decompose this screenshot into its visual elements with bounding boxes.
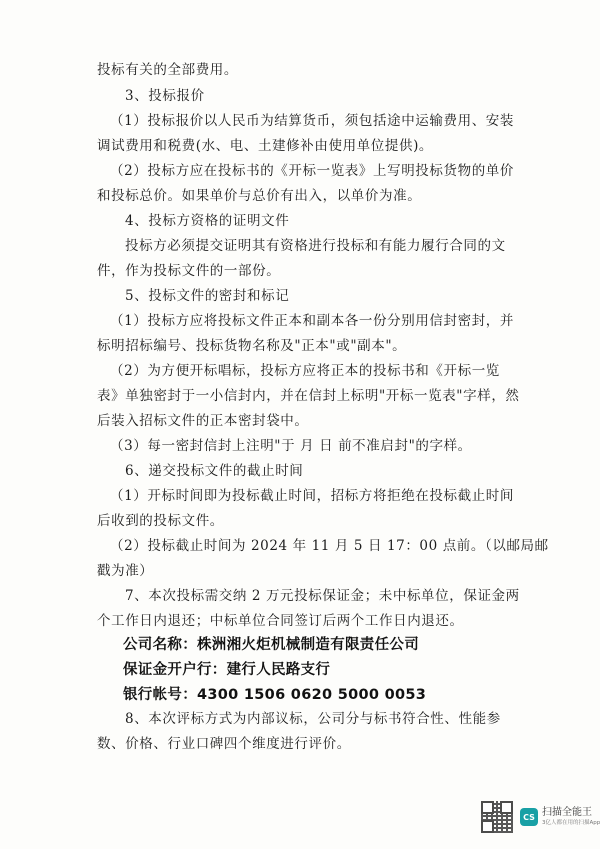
text-line: （2）为方便开标唱标，投标方应将正本的投标书和《开标一览 (110, 363, 500, 379)
text-line: 投标方必须提交证明其有资格进行投标和有能力履行合同的文 (125, 238, 506, 254)
section-heading: 8、本次评标方式为内部议标，公司分与标书符合性、性能参 (125, 711, 501, 727)
brand-block (542, 807, 600, 827)
section-heading: 3、投标报价 (125, 88, 205, 104)
text-line: 数、价格、行业口碑四个维度进行评价。 (97, 736, 351, 752)
text-line: 表》单独密封于一小信封内，并在信封上标明"开标一览表"字样，然 (97, 388, 520, 404)
bank-label: 保证金开户行： (123, 662, 227, 678)
section-heading: 5、投标文件的密封和标记 (125, 288, 290, 304)
text-line: 和投标总价。如果单价与总价有出入，以单价为准。 (97, 188, 422, 204)
text-line: 戳为准） (97, 563, 154, 579)
text-line: （3）每一密封信封上注明"于 月 日 前不准启封"的字样。 (110, 438, 472, 454)
text-line: （2）投标截止时间为 2024 年 11 月 5 日 17：00 点前。（以邮局邮 (110, 538, 549, 554)
text-line: （1）开标时间即为投标截止时间，招标方将拒绝在投标截止时间 (110, 488, 514, 504)
text-line: 标明招标编号、投标货物名称及"正本"或"副本"。 (97, 338, 407, 354)
text-line: 件，作为投标文件的一部份。 (97, 263, 281, 279)
camscanner-logo-icon: CS (520, 808, 538, 826)
bank-row (123, 659, 330, 681)
text-line: 后收到的投标文件。 (97, 513, 224, 529)
scanner-watermark (481, 801, 600, 833)
section-heading: 6、递交投标文件的截止时间 (125, 463, 304, 479)
account-label: 银行帐号： (123, 687, 197, 703)
text-line: 调试费用和税费(水、电、土建修补由使用单位提供)。 (97, 138, 434, 154)
section-heading: 4、投标方资格的证明文件 (125, 213, 290, 229)
text-line: 个工作日内退还；中标单位合同签订后两个工作日内退还。 (97, 613, 464, 629)
brand-tagline: 3亿人都在用的扫描App (542, 820, 600, 826)
text-line: 投标有关的全部费用。 (97, 62, 238, 78)
text-line: （2）投标方应在投标书的《开标一览表》上写明投标货物的单价 (110, 163, 514, 179)
section-heading: 7、本次投标需交纳 2 万元投标保证金；未中标单位，保证金两 (125, 588, 520, 604)
company-name-row (123, 634, 419, 656)
brand-name: 扫描全能王 (542, 807, 592, 818)
text-line: （1）投标方应将投标文件正本和副本各一份分别用信封密封，并 (110, 313, 514, 329)
account-row (123, 684, 426, 706)
company-label: 公司名称： (123, 637, 197, 653)
company-value: 株洲湘火炬机械制造有限责任公司 (197, 637, 419, 653)
qr-code-icon (481, 801, 513, 833)
text-line: 后装入招标文件的正本密封袋中。 (97, 413, 309, 429)
bank-value: 建行人民路支行 (226, 662, 331, 678)
account-value: 4300 1506 0620 5000 0053 (197, 687, 427, 703)
text-line: （1）投标报价以人民币为结算货币，须包括途中运输费用、安装 (110, 113, 514, 129)
